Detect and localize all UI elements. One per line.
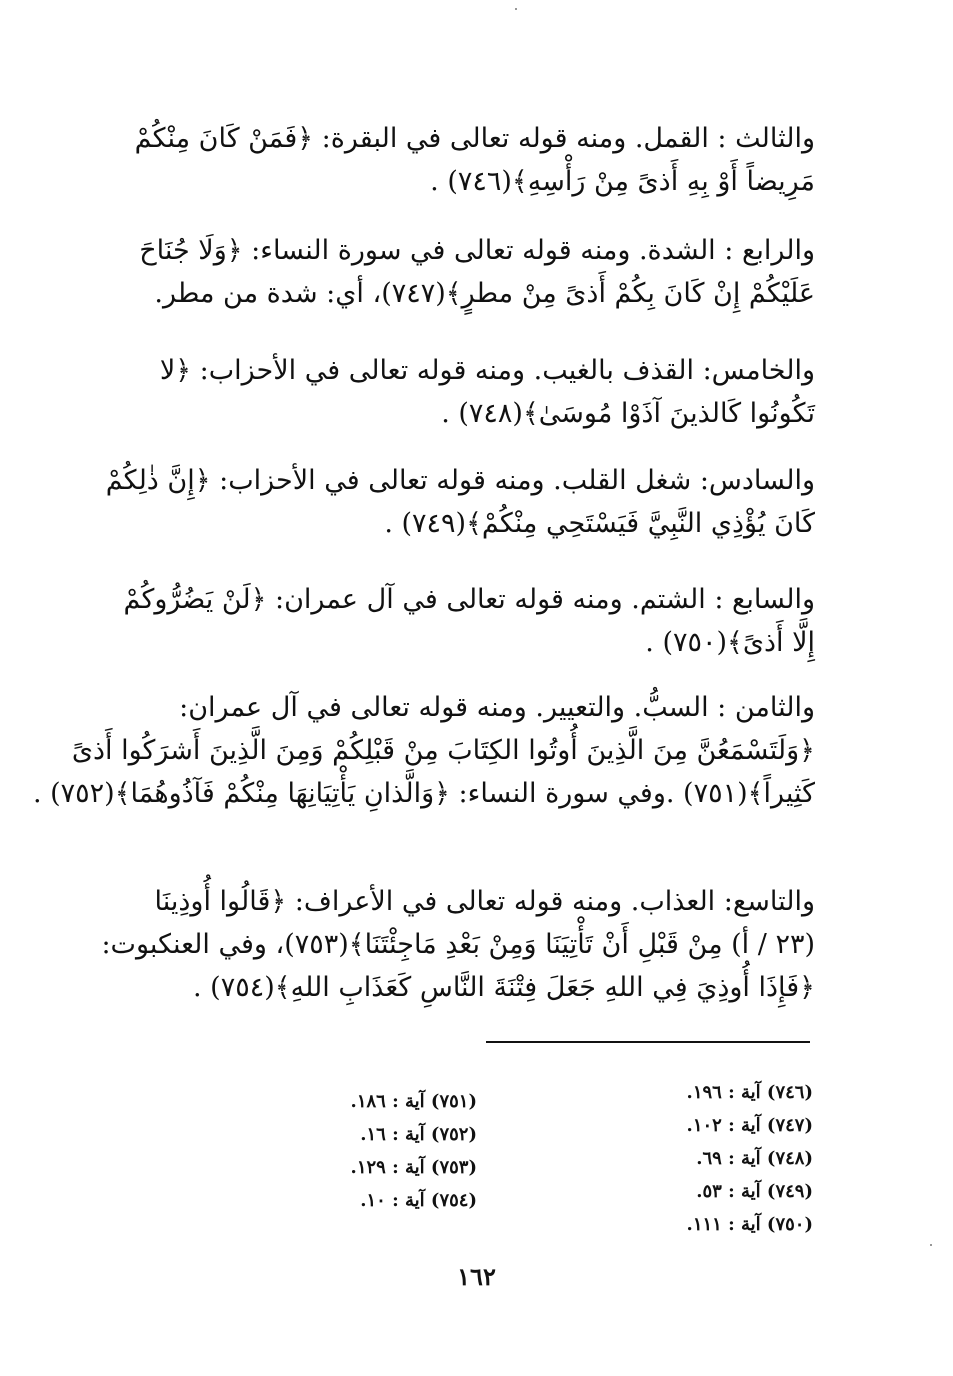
footnote-item: (٧٤٨) آية : ٦٩. bbox=[696, 1148, 813, 1169]
footnote-item: (٧٥٤) آية : ١٠. bbox=[360, 1190, 477, 1211]
footnote-separator bbox=[486, 1041, 810, 1043]
paragraph-third-meaning bbox=[125, 117, 815, 203]
paragraph-fifth-meaning bbox=[125, 349, 815, 435]
text-line: عَلَيْكُمْ إِنْ كَانَ بِكُمْ أَذىً مِنْ مطرٍ﴾(٧٤٧)، أي: شدة من مطر. bbox=[154, 278, 815, 309]
paragraph-sixth-meaning bbox=[105, 459, 815, 545]
page-number: ١٦٢ bbox=[457, 1262, 496, 1291]
text-line: إِلَّا أَذىً﴾(٧٥٠) . bbox=[645, 627, 815, 658]
footnote-item: (٧٤٦) آية : ١٩٦. bbox=[686, 1082, 813, 1103]
text-line: والرابع : الشدة. ومنه قوله تعالى في سورة النساء: ﴿وَلَا جُنَاحَ bbox=[139, 235, 815, 266]
text-line: ﴿وَلَتَسْمَعُنَّ مِنَ الَّذِينَ أُوتُوا الكِتَابَ مِنْ قَبْلِكُمْ وَمِنَ الَّذِينَ أَشرَكُوا أَذىً bbox=[71, 735, 815, 766]
footnote-item: (٧٤٩) آية : ٥٣. bbox=[696, 1181, 813, 1202]
text-line: (٢٣ / أ) مِنْ قَبْلِ أَنْ تَأْتِيَنَا وَمِنْ بَعْدِ مَاجِئْتَنَا﴾(٧٥٣)، وفي العنكبوت: bbox=[101, 929, 815, 960]
paragraph-seventh-meaning bbox=[125, 578, 815, 664]
text-line: والثامن : السبُّ. والتعيير. ومنه قوله تعالى في آل عمران: bbox=[179, 692, 815, 723]
text-line: والخامس: القذف بالغيب. ومنه قوله تعالى في الأحزاب: ﴿لا bbox=[159, 355, 815, 386]
footnote-item: (٧٤٧) آية : ١٠٢. bbox=[686, 1115, 813, 1136]
footnote-item: (٧٥٢) آية : ١٦. bbox=[360, 1124, 477, 1145]
paragraph-ninth-meaning bbox=[101, 880, 815, 1009]
footnote-item: (٧٥١) آية : ١٨٦. bbox=[350, 1091, 477, 1112]
footnote-item: (٧٥٣) آية : ١٢٩. bbox=[350, 1157, 477, 1178]
footnote-item: (٧٥٠) آية : ١١١. bbox=[686, 1214, 813, 1235]
footnotes-left-column bbox=[177, 1085, 477, 1217]
paragraph-eighth-meaning bbox=[32, 686, 815, 815]
text-line: كَانَ يُؤْذِي النَّبِيَّ فَيَسْتَحِي مِنْكُمْ﴾(٧٤٩) . bbox=[384, 508, 815, 539]
text-line: ﴿فَإِذَا أُوذِيَ فِي اللهِ جَعَلَ فِتْنَةَ النَّاسِ كَعَذَابِ اللهِ﴾(٧٥٤) . bbox=[193, 972, 815, 1003]
scan-speck bbox=[930, 1244, 932, 1246]
text-line: والسابع : الشتم. ومنه قوله تعالى في آل عمران: ﴿لَنْ يَضُرُّوكُمْ bbox=[123, 584, 815, 615]
footnotes-right-column bbox=[513, 1076, 813, 1241]
text-line: مَرِيضاً أَوْ بِهِ أَذىً مِنْ رَأْسِهِ﴾(٧٤٦) . bbox=[430, 166, 815, 197]
text-line: تَكُونُوا كَالذينَ آذَوْا مُوسَىٰ﴾(٧٤٨) . bbox=[441, 398, 815, 429]
text-line: والتاسع: العذاب. ومنه قوله تعالى في الأعراف: ﴿قَالُوا أُوذِينَا bbox=[154, 886, 815, 917]
text-line: والسادس: شغل القلب. ومنه قوله تعالى في الأحزاب: ﴿إِنَّ ذٰلِكُمْ bbox=[105, 465, 815, 496]
text-line: كَثِيراً﴾(٧٥١) .وفي سورة النساء: ﴿وَالَّذانِ يَأْتِيَانِهَا مِنْكُمْ فَآذُوهُمَا﴾(٧٥٢) . bbox=[32, 778, 815, 809]
scan-speck bbox=[515, 8, 517, 10]
text-line: والثالث : القمل. ومنه قوله تعالى في البقرة: ﴿فَمَنْ كَانَ مِنْكُمْ bbox=[134, 123, 815, 154]
paragraph-fourth-meaning bbox=[125, 229, 815, 315]
